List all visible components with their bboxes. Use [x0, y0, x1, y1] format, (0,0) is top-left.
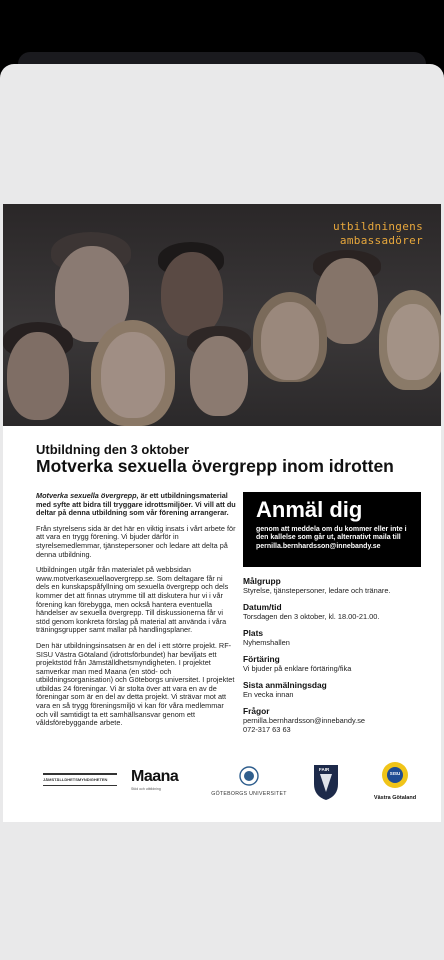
person-face: [161, 252, 223, 336]
jamstalldhetsmyndigheten-logo: [41, 770, 119, 790]
signup-box: [243, 492, 421, 567]
tagline: [333, 220, 423, 248]
info-heading: Sista anmälningsdag: [243, 680, 327, 690]
person-face: [261, 302, 319, 380]
info-heading: Datum/tid: [243, 602, 282, 612]
info-target-group: [243, 576, 421, 595]
info-text: Nyhemshallen: [243, 638, 290, 647]
tagline-line-2: ambassadörer: [339, 234, 423, 247]
info-text: Vi bjuder på enklare förtäring/fika: [243, 664, 352, 673]
info-text: En vecka innan: [243, 690, 294, 699]
lead-paragraph: [36, 492, 236, 518]
maana-tagline: Stöd och utbildning: [131, 787, 161, 791]
info-heading: Frågor: [243, 706, 270, 716]
vg-text: Västra Götaland: [373, 795, 417, 801]
gu-text: GÖTEBORGS UNIVERSITET: [211, 791, 287, 797]
contact-phone: 072-317 63 63: [243, 725, 291, 734]
info-text: Styrelse, tjänstepersoner, ledare och tränare.: [243, 586, 391, 595]
signup-title: Anmäl dig: [256, 497, 363, 522]
lead-italic: Motverka sexuella övergrepp,: [36, 491, 139, 500]
gu-emblem-icon: [239, 766, 259, 786]
club-logo: [311, 762, 341, 802]
sisu-badge-text: SISU: [389, 771, 401, 776]
person-face: [7, 332, 69, 420]
info-text: Torsdagen den 3 oktober, kl. 18.00-21.00.: [243, 612, 380, 621]
club-text: FAIR: [319, 767, 330, 772]
person-face: [387, 304, 439, 380]
body-text: [36, 492, 236, 735]
info-questions: [243, 706, 421, 734]
signup-text: genom att meddela om du kommer eller inte i den kallelse som går ut, alternativt maila till pernilla.bernhardsson@innebandy.se: [256, 526, 407, 550]
info-deadline: [243, 680, 421, 699]
person-face: [101, 332, 165, 418]
rf-sisu-vastra-gotaland-logo: [365, 760, 425, 804]
info-refreshments: [243, 654, 421, 673]
poster: [3, 204, 441, 822]
poster-title: Motverka sexuella övergrepp inom idrotten: [36, 456, 394, 476]
contact-email: pernilla.bernhardsson@innebandy.se: [243, 716, 365, 725]
paragraph-2: Från styrelsens sida är det här en viktig insats i vårt arbete för att vara en trygg förening. Vi bjuder därför in styrelsemedlemmar, tjänstepersoner och ledare att delta på denna utbildning.: [36, 523, 236, 559]
info-location: [243, 628, 421, 647]
partner-logos: [3, 756, 441, 808]
maana-logo: [131, 768, 195, 798]
info-datetime: [243, 602, 421, 621]
info-heading: Målgrupp: [243, 576, 281, 586]
top-bar: [0, 0, 444, 60]
person-face: [190, 336, 248, 416]
paragraph-4: Den här utbildningsinsatsen är en del i ett större projekt. RF-SISU Västra Götaland (idrottsförbundet) har beviljats ett projektstöd från Jämställdhetsmyndigheten. I projektet samverkar man med Maana (en stöd- och utbildningsorganisation) och Göteborgs universitet. I projektet utbildas 24 föreningar. Vi är stolta över att vara en av de föreningar som är en del av detta projekt. Vi strävar mot att vara en så trygg föreningsmiljö vi kan för våra medlemmar och vill samtidigt ta ett samhällsansvar genom ett våldsförebyggande arbete.: [36, 640, 235, 728]
header-photo: [3, 204, 441, 426]
goteborgs-universitet-logo: [203, 766, 295, 802]
tagline-line-1: utbildningens: [333, 220, 423, 233]
event-date-heading: Utbildning den 3 oktober: [36, 442, 190, 457]
info-heading: Plats: [243, 628, 264, 638]
paragraph-3: Utbildningen utgår från materialet på webbsidan www.motverkasexuellaovergrepp.se. Som deltagare får ni dels en kunskapspåfyllning om sexuella övergrepp och dels kommer det att finnas utrymme till att diskutera hur vi i vår förening kan förebygga, men också hantera eventuella händelser av sexuella övergrepp. Till diskussionerna får vi stöd genom konkreta förslag på material att använda i våra träningsgrupper samt mallar på handlingsplaner.: [36, 565, 229, 635]
lead-rest: är ett utbildningsmaterial med syfte att bidra till tryggare idrottsmiljöer. Vi vill att du deltar på denna utbildning som vår förening arrangerar.: [36, 491, 236, 518]
info-column: [243, 492, 421, 734]
maana-wordmark: Maana: [131, 768, 179, 785]
event-info: [243, 576, 421, 734]
info-heading: Förtäring: [243, 654, 280, 664]
jam-text: JÄMSTÄLLDHETSMYNDIGHETEN: [43, 777, 108, 782]
